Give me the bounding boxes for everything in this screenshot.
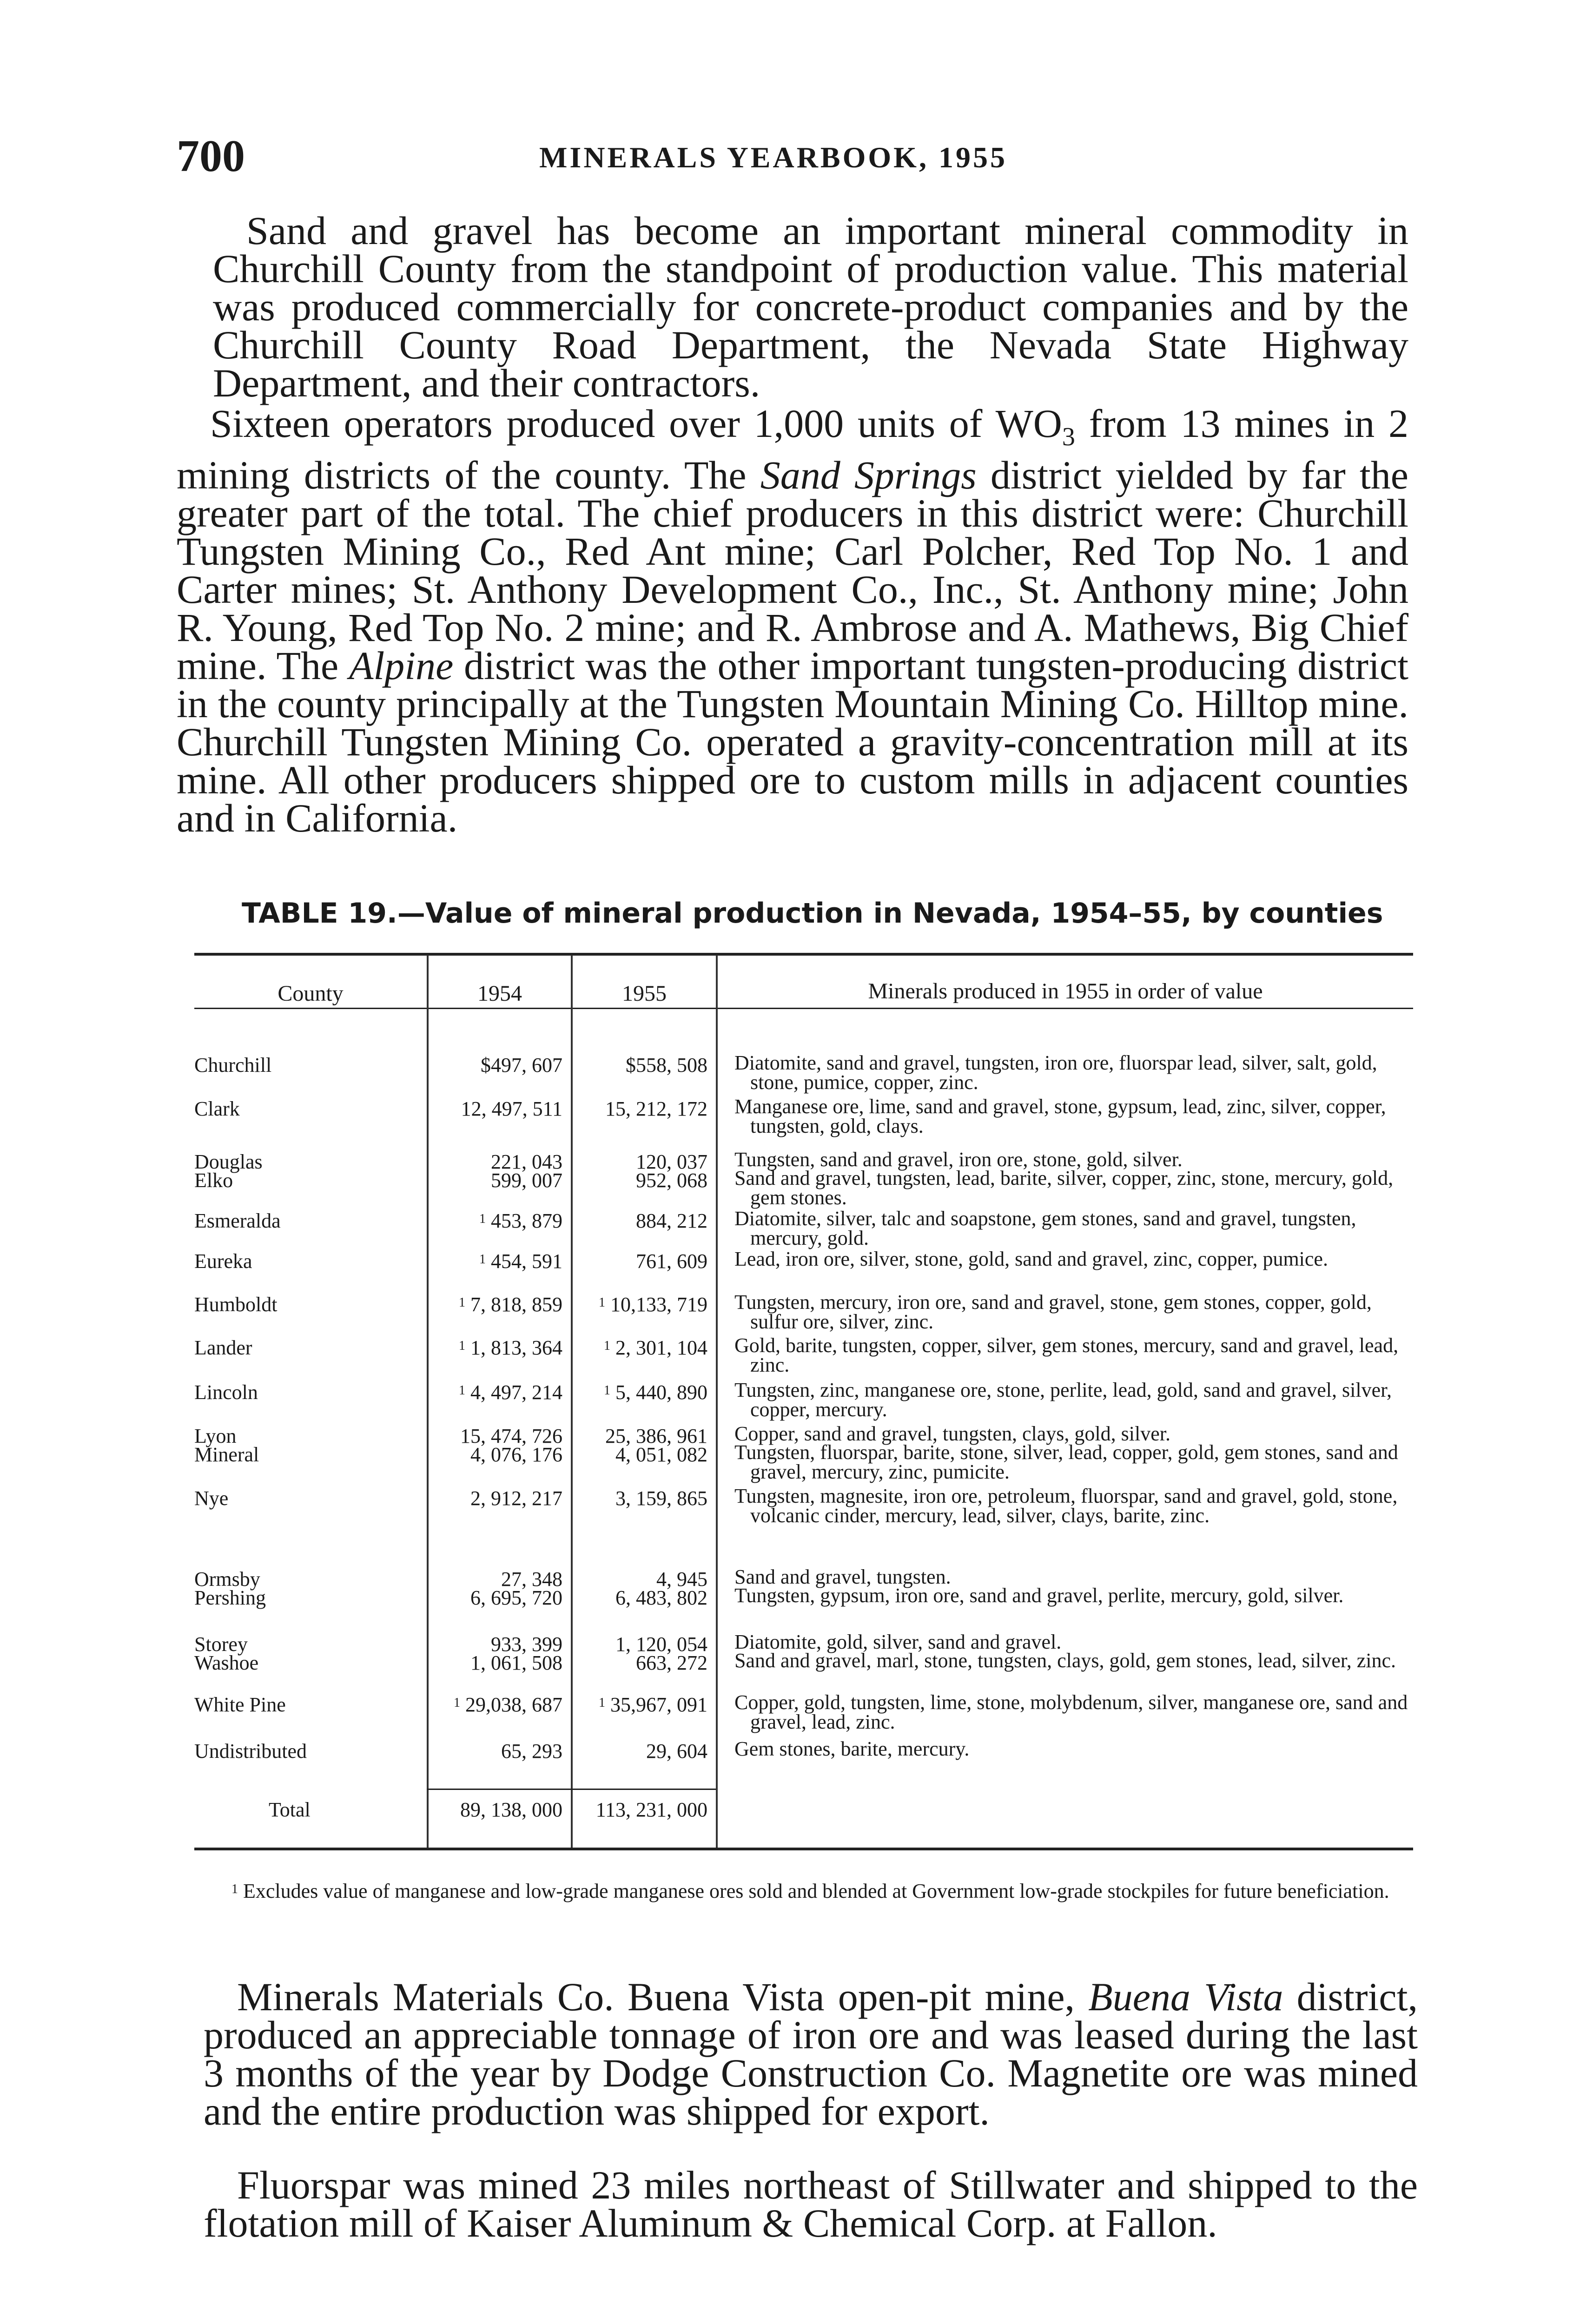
minerals-produced: Tungsten, sand and gravel, iron ore, stone, gold, silver. — [734, 1148, 1183, 1171]
value-1954: 933, 399 — [491, 1633, 562, 1656]
minerals-produced: Tungsten, zinc, manganese ore, stone, perlite, lead, gold, sand and gravel, silver, copper, mercury. — [734, 1379, 1392, 1421]
page-header — [177, 130, 1404, 186]
value-1955: 29, 604 — [646, 1740, 707, 1763]
value-1954: 599, 007 — [491, 1169, 562, 1192]
value-1954: $^1$ 453, 879 — [479, 1209, 562, 1232]
minerals-produced: Copper, gold, tungsten, lime, stone, molybdenum, silver, manganese ore, sand and gravel, lead, zinc. — [734, 1691, 1408, 1733]
text-run: Minerals Materials Co. Buena Vista open-pit mine, — [237, 1974, 1089, 2019]
minerals-produced: Diatomite, gold, silver, sand and gravel. — [734, 1631, 1062, 1653]
county-name: Lyon — [194, 1425, 237, 1447]
county-name: Ormsby — [194, 1568, 260, 1591]
county-name: Esmeralda — [194, 1209, 281, 1232]
table-top-rule — [194, 953, 1413, 956]
value-1954: 1, 061, 508 — [470, 1651, 562, 1674]
county-name: Eureka — [194, 1250, 252, 1273]
table-footnote — [204, 1880, 1418, 1902]
footnote-mark: 1 — [231, 1882, 238, 1896]
minerals-produced: Copper, sand and gravel, tungsten, clays, gold, silver. — [734, 1422, 1170, 1445]
value-1955: 4, 945 — [656, 1568, 707, 1591]
value-1955: $^1$ 5, 440, 890 — [604, 1381, 707, 1404]
running-title: MINERALS YEARBOOK, 1955 — [539, 141, 1007, 174]
paragraph-iron-ore — [204, 1974, 1418, 2133]
value-1955: 25, 386, 961 — [605, 1425, 707, 1447]
table-caption: TABLE 19.—Value of mineral production in Nevada, 1954–55, by counties — [242, 897, 1383, 930]
county-name: Mineral — [194, 1443, 259, 1466]
table-header-rule — [194, 1008, 1413, 1009]
value-1954: $^1$ 454, 591 — [479, 1250, 562, 1273]
minerals-produced: Manganese ore, lime, sand and gravel, stone, gypsum, lead, zinc, silver, copper, tungsten, gold, clays. — [734, 1095, 1386, 1137]
minerals-produced: Sand and gravel, tungsten. — [734, 1565, 951, 1588]
paragraph-sand-gravel: Sand and gravel has become an important mineral commodity in Churchill County from the standpoint of production value. This material was produced commercially for concrete-product companies and by the Churchill County Road Department, the Nevada State Highway Department, and their contractors. — [213, 208, 1408, 405]
minerals-produced: Tungsten, fluorspar, barite, stone, silver, lead, copper, gold, gem stones, sand and gravel, mercury, zinc, pumicite. — [734, 1441, 1398, 1483]
value-1954: $497, 607 — [481, 1054, 562, 1076]
county-name: Lander — [194, 1336, 252, 1359]
county-name: Nye — [194, 1487, 229, 1510]
minerals-produced: Gold, barite, tungsten, copper, silver, gem stones, mercury, sand and gravel, lead, zinc. — [734, 1334, 1399, 1376]
county-name: Washoe — [194, 1651, 259, 1674]
text-run: from 13 mines in 2 mining districts of the county. The — [177, 401, 1408, 498]
minerals-produced: Tungsten, gypsum, iron ore, sand and gravel, perlite, mercury, gold, silver. — [734, 1584, 1344, 1607]
paragraph-fluorspar: Fluorspar was mined 23 miles northeast of Stillwater and shipped to the flotation mill of Kaiser Aluminum & Chemical Corp. at Fallon. — [204, 2163, 1418, 2245]
value-1955: 3, 159, 865 — [615, 1487, 707, 1510]
value-1954: $^1$ 4, 497, 214 — [459, 1381, 562, 1404]
county-name: Lincoln — [194, 1381, 258, 1404]
minerals-produced: Diatomite, sand and gravel, tungsten, iron ore, fluorspar lead, silver, salt, gold, stone, pumice, copper, zinc. — [734, 1051, 1377, 1094]
value-1955: 113, 231, 000 — [595, 1798, 707, 1821]
minerals-produced: Sand and gravel, tungsten, lead, barite, silver, copper, zinc, stone, mercury, gold, gem stones. — [734, 1167, 1394, 1209]
minerals-produced: Tungsten, magnesite, iron ore, petroleum, fluorspar, sand and gravel, gold, stone, volcanic cinder, mercury, lead, silver, clays, barite, zinc. — [734, 1485, 1398, 1527]
county-name: Storey — [194, 1633, 248, 1656]
county-name: Undistributed — [194, 1740, 307, 1763]
district-name: Alpine — [349, 643, 454, 688]
value-1954: 2, 912, 217 — [470, 1487, 562, 1510]
value-1955: 663, 272 — [636, 1651, 707, 1674]
value-1954: 65, 293 — [501, 1740, 562, 1763]
value-1954: 12, 497, 511 — [461, 1097, 562, 1120]
value-1954: 15, 474, 726 — [460, 1425, 562, 1447]
value-1955: 15, 212, 172 — [605, 1097, 707, 1120]
county-name: Pershing — [194, 1586, 266, 1609]
minerals-produced: Sand and gravel, marl, stone, tungsten, clays, gold, gem stones, lead, silver, zinc. — [734, 1649, 1396, 1672]
col-header-minerals: Minerals produced in 1955 in order of value — [868, 979, 1263, 1004]
value-1955: 6, 483, 802 — [615, 1586, 707, 1609]
county-name: Humboldt — [194, 1293, 278, 1316]
page-number: 700 — [177, 131, 245, 181]
minerals-produced: Lead, iron ore, silver, stone, gold, sand and gravel, zinc, copper, pumice. — [734, 1248, 1328, 1270]
value-1955: $^1$ 35,967, 091 — [599, 1693, 707, 1716]
value-1955: 952, 068 — [636, 1169, 707, 1192]
value-1955: $^1$ 10,133, 719 — [599, 1293, 707, 1316]
text-run: district was the other important tungsten-producing district in the county principally at the Tungsten Mountain Mining Co. Hilltop mine. Churchill Tungsten Mining Co. operated a gravity-concentration mill at its mine. All other producers shipped ore to custom mills in adjacent counties and in California. — [177, 643, 1409, 841]
county-name: White Pine — [194, 1693, 286, 1716]
minerals-produced: Diatomite, silver, talc and soapstone, gem stones, sand and gravel, tungsten, mercury, gold. — [734, 1207, 1356, 1249]
county-name: Total — [269, 1798, 311, 1821]
district-name: Sand Springs — [760, 453, 977, 498]
minerals-produced: Tungsten, mercury, iron ore, sand and gravel, stone, gem stones, copper, gold, sulfur ore, silver, zinc. — [734, 1291, 1372, 1333]
text-run: district, produced an appreciable tonnage of iron ore and was leased during the last 3 months of the year by Dodge Construction Co. Magnetite ore was mined and the entire production was shipped for export. — [204, 1974, 1418, 2133]
text-run: Sixteen operators produced over 1,000 units of WO — [210, 401, 1062, 446]
paragraph-tungsten — [177, 401, 1409, 841]
value-1955: $^1$ 2, 301, 104 — [604, 1336, 707, 1359]
county-name: Churchill — [194, 1054, 272, 1076]
value-1954: 6, 695, 720 — [470, 1586, 562, 1609]
total-rule — [427, 1789, 716, 1790]
col-header-1955: 1955 — [622, 981, 667, 1006]
value-1954: $^1$ 7, 818, 859 — [459, 1293, 562, 1316]
value-1954: $^1$ 29,038, 687 — [454, 1693, 562, 1716]
col-header-county: County — [278, 981, 344, 1006]
subscript: 3 — [1062, 423, 1075, 452]
column-divider — [716, 955, 718, 1848]
table-bottom-rule — [194, 1848, 1413, 1850]
value-1955: 884, 212 — [636, 1209, 707, 1232]
value-1954: 221, 043 — [491, 1150, 562, 1173]
district-name: Buena Vista — [1088, 1974, 1283, 2019]
value-1954: 89, 138, 000 — [460, 1798, 562, 1821]
value-1955: 761, 609 — [636, 1250, 707, 1273]
value-1955: 120, 037 — [636, 1150, 707, 1173]
county-name: Clark — [194, 1097, 240, 1120]
value-1955: 1, 120, 054 — [615, 1633, 707, 1656]
value-1955: $558, 508 — [626, 1054, 707, 1076]
county-name: Elko — [194, 1169, 233, 1192]
value-1954: 27, 348 — [501, 1568, 562, 1591]
footnote-text: Excludes value of manganese and low-grade manganese ores sold and blended at Government low-grade stockpiles for future beneficiation. — [243, 1880, 1389, 1902]
text-run: district yielded by far the greater part of the total. The chief producers in this district were: Churchill Tungsten Mining Co., Red Ant mine; Carl Polcher, Red Top No. 1 and Carter mines; St. Anthony Development Co., Inc., St. Anthony mine; John R. Young, Red Top No. 2 mine; and R. Ambrose and A. Mathews, Big Chief mine. The — [177, 453, 1408, 688]
value-1954: 4, 076, 176 — [470, 1443, 562, 1466]
minerals-produced: Gem stones, barite, mercury. — [734, 1737, 970, 1760]
value-1955: 4, 051, 082 — [615, 1443, 707, 1466]
county-name: Douglas — [194, 1150, 263, 1173]
column-divider — [571, 955, 573, 1848]
col-header-1954: 1954 — [477, 981, 522, 1006]
value-1954: $^1$ 1, 813, 364 — [459, 1336, 562, 1359]
